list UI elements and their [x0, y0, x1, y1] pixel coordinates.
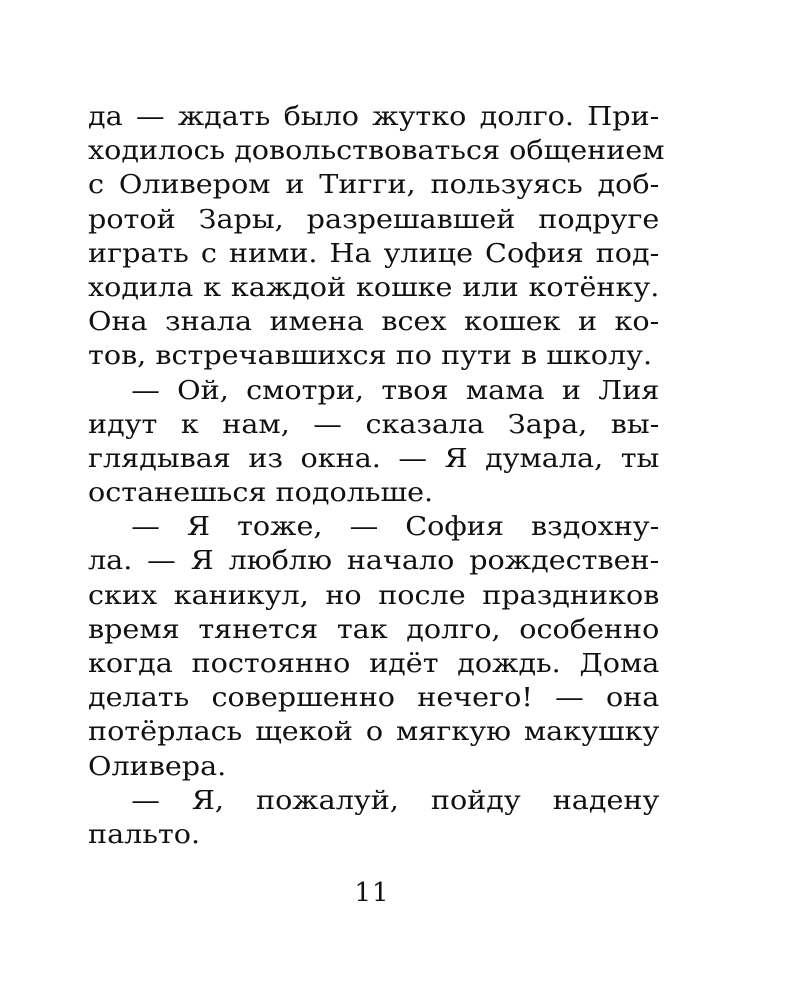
text-line: глядывая из окна. — Я думала, ты: [88, 442, 660, 474]
text-line: ротой Зары, разрешавшей подруге: [88, 203, 660, 235]
text-line: идут к нам, — сказала Зара, вы-: [88, 408, 660, 440]
text-line: — Я тоже, — София вздохну-: [131, 511, 660, 543]
text-line: — Ой, смотри, твоя мама и Лия: [131, 374, 660, 406]
text-line: да — ждать было жутко долго. При-: [88, 101, 660, 132]
text-line: делать совершенно нечего! — она: [88, 682, 660, 714]
text-line: тов, встречавшихся по пути в школу.: [88, 340, 653, 372]
text-line: играть с ними. На улице София под-: [88, 237, 660, 269]
text-line: Оливера.: [88, 750, 227, 782]
text-line: время тянется так долго, особенно: [88, 613, 660, 645]
text-line: ла. — Я люблю начало рождествен-: [88, 545, 660, 577]
text-line: — Я, пожалуй, пойду надену: [131, 784, 660, 816]
text-line: останешься подольше.: [88, 477, 434, 509]
text-line: пальто.: [88, 818, 201, 850]
text-line: ских каникул, но после праздников: [88, 579, 660, 611]
text-line: ходила к каждой кошке или котёнку.: [88, 271, 660, 303]
text-line: когда постоянно идёт дождь. Дома: [88, 648, 660, 679]
text-line: потёрлась щекой о мягкую макушку: [88, 716, 660, 748]
text-line: ходилось довольствоваться общением: [88, 135, 665, 167]
text-line: Она знала имена всех кошек и ко-: [88, 306, 660, 338]
body-text: [88, 100, 665, 852]
text-line: с Оливером и Тигги, пользуясь доб-: [88, 169, 660, 201]
page-number: 11: [354, 878, 390, 908]
